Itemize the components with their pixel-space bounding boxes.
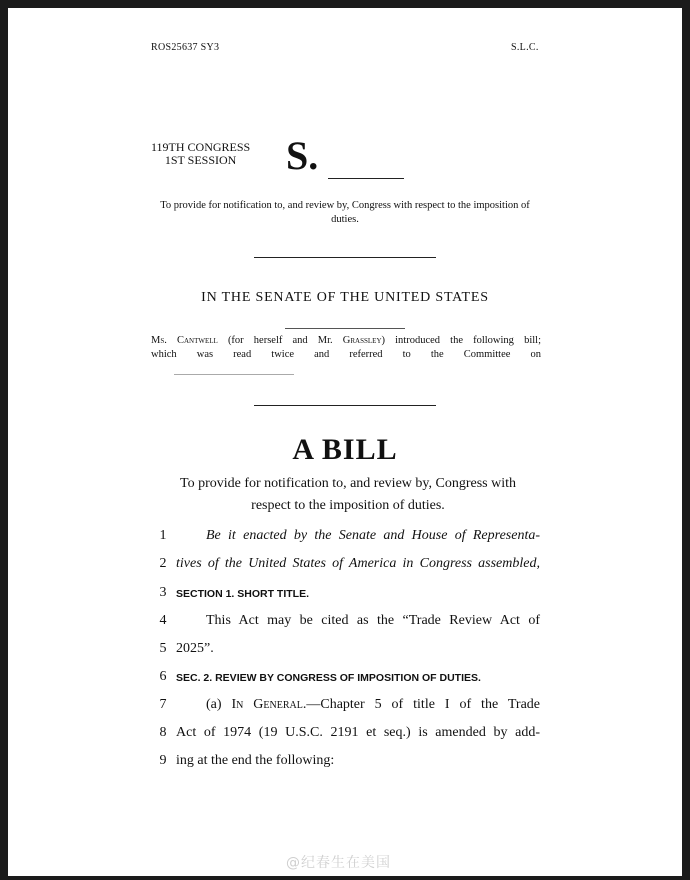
bill-heading: A BILL xyxy=(292,433,398,466)
introduction-line-2: which was read twice and referred to the Committee on xyxy=(151,349,541,360)
bill-number-blank xyxy=(328,178,404,179)
body-line: Act of 1974 (19 U.S.C. 2191 et seq.) is amended by add- xyxy=(176,725,540,740)
bill-number: S. xyxy=(286,133,319,178)
subsection-heading: In General xyxy=(231,697,303,712)
purpose-long xyxy=(148,473,548,517)
line-number: 6 xyxy=(159,669,167,684)
body-line: 2025”. xyxy=(176,641,214,656)
purpose-long-line-1: To provide for notification to, and review by, Congress with xyxy=(180,476,516,491)
cosponsor-name: Grassley xyxy=(342,335,382,346)
document-id: ROS25637 SY3 xyxy=(151,42,220,53)
section-heading: SECTION 1. SHORT TITLE. xyxy=(176,588,310,600)
line-number: 4 xyxy=(159,613,167,628)
line-number: 7 xyxy=(159,697,167,712)
line-number: 1 xyxy=(159,528,167,543)
slc-label: S.L.C. xyxy=(511,42,539,53)
section-heading: SEC. 2. REVIEW BY CONGRESS OF IMPOSITION OF DUTIES. xyxy=(176,672,481,684)
session-line: 1ST SESSION xyxy=(164,153,237,167)
document-page xyxy=(8,8,682,876)
introduction-text xyxy=(151,334,541,362)
body-line: (a) In General.—Chapter 5 of title I of the Trade xyxy=(206,697,540,712)
sponsor-name: Ms. Cantwell xyxy=(151,335,218,346)
body-line: This Act may be cited as the “Trade Review Act of xyxy=(206,613,540,628)
congress-line: 119TH CONGRESS xyxy=(151,140,251,154)
divider-rule xyxy=(254,257,436,258)
body-line: ing at the end the following: xyxy=(176,753,335,768)
short-rule xyxy=(285,328,405,329)
enacting-clause-line: tives of the United States of America in Congress assembled, xyxy=(176,556,540,571)
divider-rule xyxy=(254,405,436,406)
senate-heading: IN THE SENATE OF THE UNITED STATES xyxy=(201,290,489,305)
line-number: 9 xyxy=(159,753,167,768)
enacting-clause-line: Be it enacted by the Senate and House of Representa- xyxy=(206,528,540,543)
watermark: @纪春生在美国 xyxy=(286,855,391,871)
purpose-long-line-2: respect to the imposition of duties. xyxy=(251,498,445,513)
line-number: 2 xyxy=(159,556,167,571)
congress-session-block xyxy=(151,141,250,167)
introduction-line-1: Ms. Cantwell (for herself and Mr. Grassley) introduced the following bill; xyxy=(151,335,541,346)
committee-blank xyxy=(174,374,294,375)
line-number: 5 xyxy=(159,641,167,656)
line-number: 3 xyxy=(159,585,167,600)
purpose-short: To provide for notification to, and review by, Congress with respect to the imposition of duties. xyxy=(160,200,530,225)
line-number: 8 xyxy=(159,725,167,740)
